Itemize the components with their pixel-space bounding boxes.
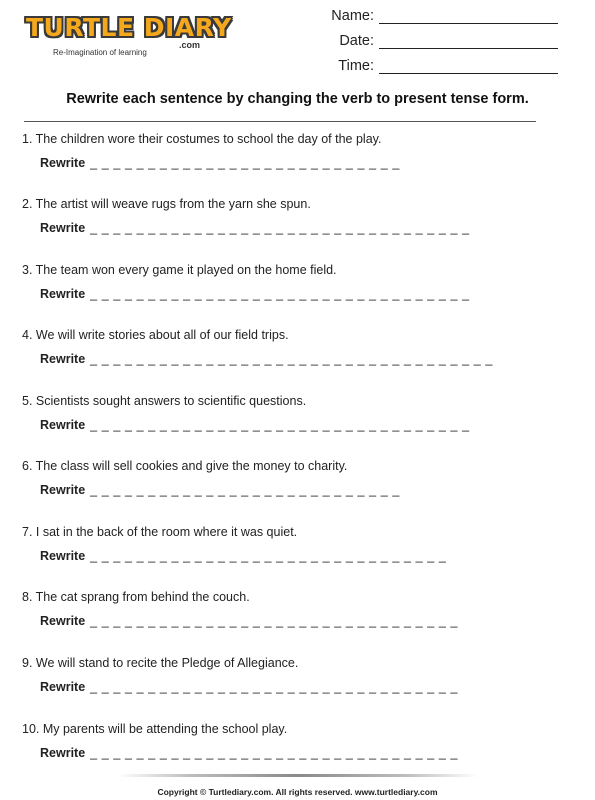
rewrite-label: Rewrite	[40, 549, 86, 563]
name-line	[379, 23, 558, 24]
rewrite-blank: _ _ _ _ _ _ _ _ _ _ _ _ _ _ _ _ _ _ _ _ _ _ _ _ _ _ _	[90, 156, 400, 170]
logo-wordmark: TURTLE DIARY	[26, 13, 232, 42]
question-5: 5. Scientists sought answers to scientific questions.	[22, 394, 307, 408]
question-10: 10. My parents will be attending the school play.	[22, 722, 288, 736]
date-label: Date:	[339, 33, 374, 49]
turtle-diary-logo	[26, 10, 232, 62]
rewrite-label: Rewrite	[40, 614, 86, 628]
question-1: 1. The children wore their costumes to school the day of the play.	[22, 132, 382, 146]
date-line	[379, 48, 558, 49]
rewrite-row-6	[40, 483, 400, 497]
rewrite-label: Rewrite	[40, 221, 86, 235]
question-8: 8. The cat sprang from behind the couch.	[22, 590, 250, 604]
student-info-fields	[300, 6, 580, 81]
rewrite-blank: _ _ _ _ _ _ _ _ _ _ _ _ _ _ _ _ _ _ _ _ _ _ _ _ _ _ _ _ _ _ _ _ _	[90, 418, 470, 432]
question-4: 4. We will write stories about all of our field trips.	[22, 328, 289, 342]
rewrite-label: Rewrite	[40, 483, 86, 497]
rewrite-label: Rewrite	[40, 156, 86, 170]
question-9: 9. We will stand to recite the Pledge of Allegiance.	[22, 656, 299, 670]
rewrite-row-8	[40, 614, 458, 628]
rewrite-blank: _ _ _ _ _ _ _ _ _ _ _ _ _ _ _ _ _ _ _ _ _ _ _ _ _ _ _ _ _ _ _ _ _	[90, 287, 470, 301]
worksheet-instructions: Rewrite each sentence by changing the verb to present tense form.	[66, 91, 529, 107]
copyright-footer: Copyright © Turtlediary.com. All rights reserved. www.turtlediary.com	[157, 787, 438, 797]
rewrite-blank: _ _ _ _ _ _ _ _ _ _ _ _ _ _ _ _ _ _ _ _ _ _ _ _ _ _ _ _ _ _ _ _ _	[90, 221, 470, 235]
rewrite-row-1	[40, 156, 400, 170]
footer-divider	[118, 774, 478, 777]
rewrite-blank: _ _ _ _ _ _ _ _ _ _ _ _ _ _ _ _ _ _ _ _ _ _ _ _ _ _ _ _ _ _ _ _	[90, 746, 459, 760]
rewrite-blank: _ _ _ _ _ _ _ _ _ _ _ _ _ _ _ _ _ _ _ _ _ _ _ _ _ _ _ _ _ _ _	[90, 549, 447, 563]
question-2: 2. The artist will weave rugs from the yarn she spun.	[22, 197, 311, 211]
question-6: 6. The class will sell cookies and give the money to charity.	[22, 459, 348, 473]
rewrite-row-7	[40, 549, 446, 563]
rewrite-label: Rewrite	[40, 680, 86, 694]
name-label: Name:	[331, 8, 374, 24]
name-field	[300, 6, 580, 31]
rewrite-label: Rewrite	[40, 287, 86, 301]
logo-tagline: Re-Imagination of learning	[53, 48, 147, 57]
rewrite-row-10	[40, 746, 458, 760]
logo-suffix: .com	[179, 40, 201, 50]
rewrite-blank: _ _ _ _ _ _ _ _ _ _ _ _ _ _ _ _ _ _ _ _ _ _ _ _ _ _ _ _ _ _ _ _ _ _ _	[90, 352, 493, 366]
rewrite-label: Rewrite	[40, 352, 86, 366]
date-field	[300, 31, 580, 56]
question-3: 3. The team won every game it played on the home field.	[22, 263, 337, 277]
time-line	[379, 73, 558, 74]
time-label: Time:	[338, 58, 374, 74]
rewrite-row-2	[40, 221, 470, 235]
rewrite-row-9	[40, 680, 458, 694]
rewrite-label: Rewrite	[40, 418, 86, 432]
time-field	[300, 56, 580, 81]
rewrite-row-3	[40, 287, 470, 301]
rewrite-label: Rewrite	[40, 746, 86, 760]
rewrite-blank: _ _ _ _ _ _ _ _ _ _ _ _ _ _ _ _ _ _ _ _ _ _ _ _ _ _ _ _ _ _ _ _	[90, 680, 459, 694]
header-divider	[24, 121, 536, 122]
question-7: 7. I sat in the back of the room where it was quiet.	[22, 525, 298, 539]
rewrite-blank: _ _ _ _ _ _ _ _ _ _ _ _ _ _ _ _ _ _ _ _ _ _ _ _ _ _ _	[90, 483, 400, 497]
rewrite-row-4	[40, 352, 493, 366]
rewrite-blank: _ _ _ _ _ _ _ _ _ _ _ _ _ _ _ _ _ _ _ _ _ _ _ _ _ _ _ _ _ _ _ _	[90, 614, 459, 628]
rewrite-row-5	[40, 418, 470, 432]
